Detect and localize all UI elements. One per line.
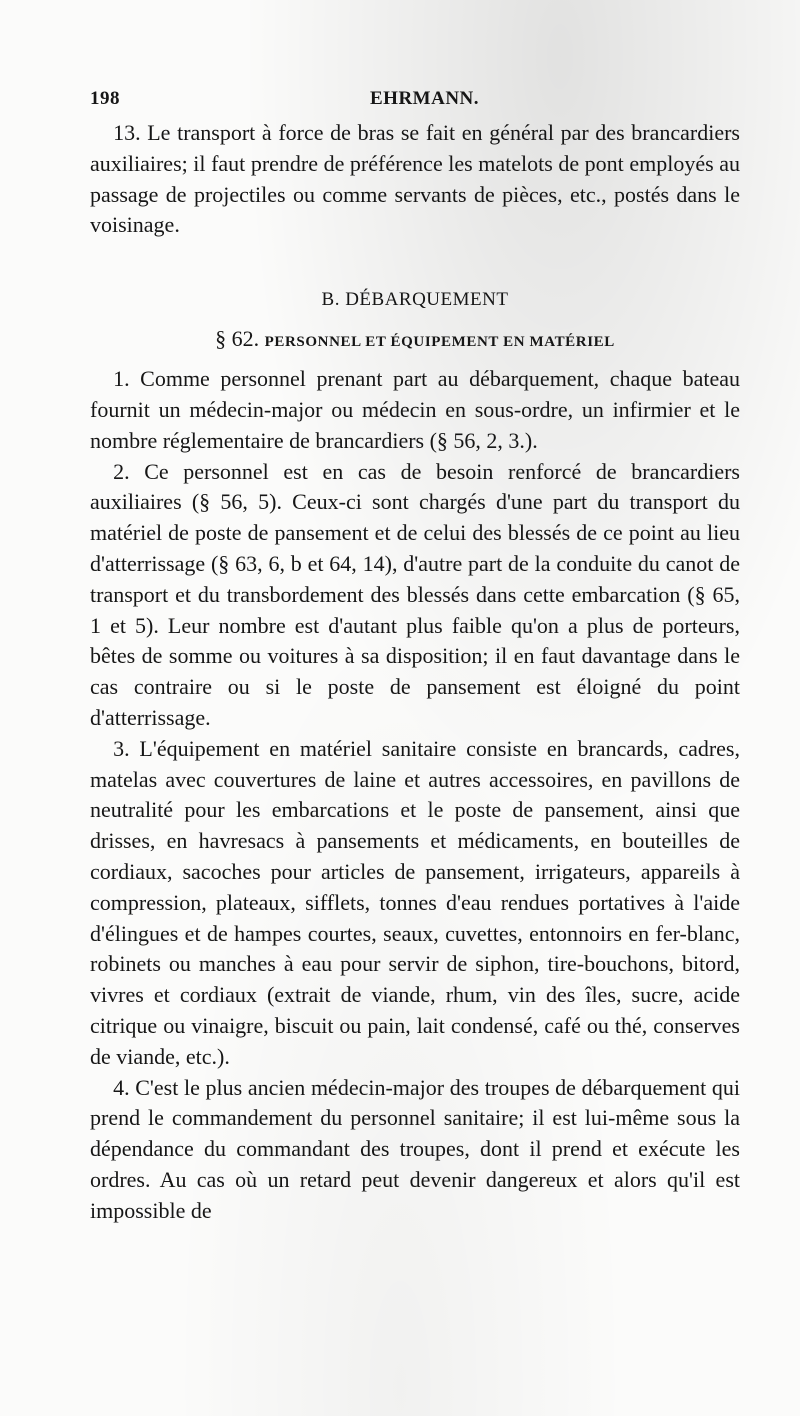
section-subheading [90, 323, 740, 358]
page-number: 198 [90, 88, 120, 109]
item-2: 2. Ce personnel est en cas de besoin renforcé de brancardiers auxiliaires (§ 56, 5). Ceux-ci sont chargés d'une part du transport du matériel de poste de pansement et de celui des blessés de ce point au lieu d'atterrissage (§ 63, 6, b et 64, 14), d'autre part de la conduite du canot de transport et du transbordement des blessés dans cette embarcation (§ 65, 1 et 5). Leur nombre est d'autant plus faible qu'on a plus de porteurs, bêtes de somme ou voitures à sa disposition; il en faut davantage dans le cas contraire ou si le poste de pansement est éloigné du point d'atterrissage. [90, 458, 740, 730]
item-4: 4. C'est le plus ancien médecin-major des troupes de débarquement qui prend le commandement du personnel sanitaire; il est lui-même sous la dépendance du commandant des troupes, dont il prend et exécute les ordres. Au cas où un retard peut devenir dangereux et alors qu'il est impossible de [90, 1074, 740, 1223]
section-subtitle: PERSONNEL ET ÉQUIPEMENT EN MATÉRIEL [264, 334, 615, 351]
item-3: 3. L'équipement en matériel sanitaire consiste en brancards, cadres, matelas avec couvertures de laine et autres accessoires, en pavillons de neutralité pour les embarcations et le poste de pansement, ainsi que drisses, en havresacs à pansements et médicaments, en bouteilles de cordiaux, sacoches pour articles de pansement, irrigateurs, appareils à compression, plateaux, sifflets, tonnes d'eau rendues portatives à l'aide d'élingues et de hampes courtes, seaux, cuvettes, entonnoirs en fer-blanc, robinets ou manches à eau pour servir de siphon, tire-bouchons, bitord, vivres et cordiaux (extrait de viande, rhum, vin des îles, sucre, acide citrique ou vinaigre, biscuit ou pain, lait condensé, café ou thé, conserves de viande, etc.). [90, 735, 740, 1069]
running-header [90, 88, 710, 118]
paragraph-13: 13. Le transport à force de bras se fait en général par des brancardiers auxiliaires; il faut prendre de préférence les matelots de pont employés au passage de projectiles ou comme servants de pièces, etc., postés dans le voisinage. [90, 120, 740, 238]
item-1: 1. Comme personnel prenant part au débarquement, chaque bateau fournit un médecin-major ou médecin en sous-ordre, un infirmier et le nombre réglementaire de brancardiers (§ 56, 2, 3.). [90, 366, 740, 453]
paragraph-sign-number: § 62. [215, 326, 260, 352]
running-header-author: EHRMANN. [370, 88, 480, 109]
section-heading: B. DÉBARQUEMENT [321, 289, 509, 311]
body-text [90, 118, 740, 1227]
